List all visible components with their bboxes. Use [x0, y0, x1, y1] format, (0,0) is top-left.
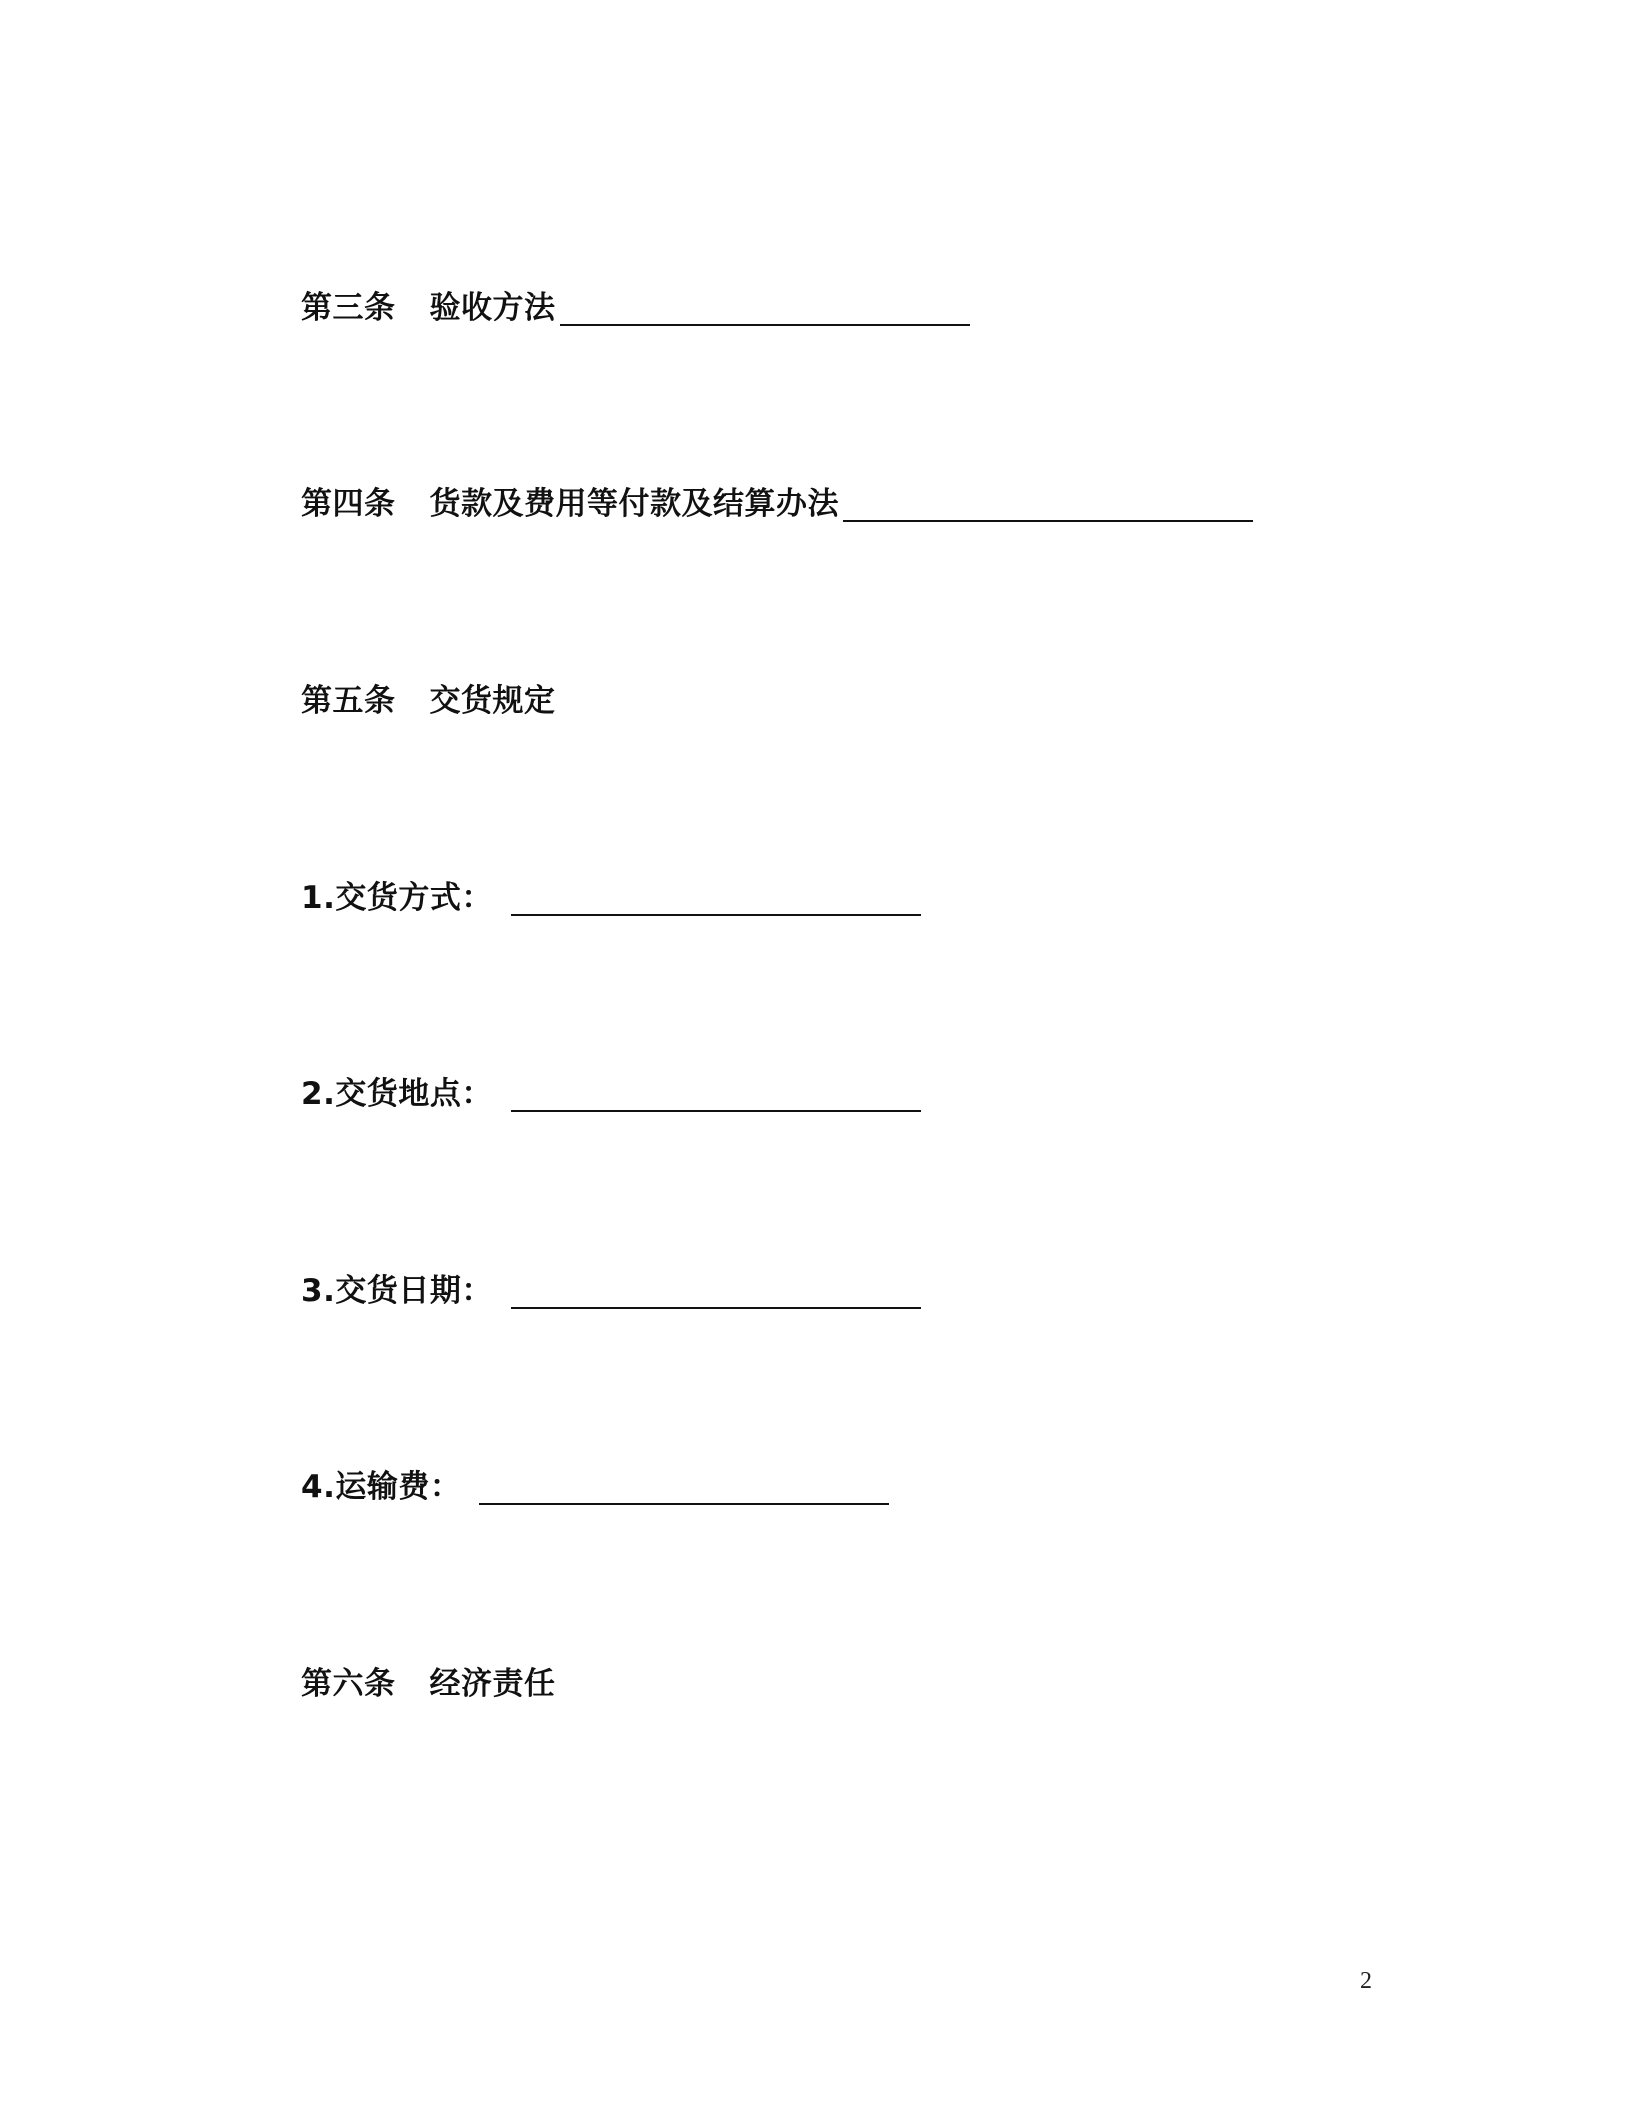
fill-in-blank[interactable] — [511, 914, 921, 916]
page-number: 2 — [1360, 1968, 1372, 1994]
item-label: 1.交货方式： — [301, 880, 493, 916]
article-title: 经济责任 — [429, 1666, 556, 1702]
article-5 — [301, 661, 556, 721]
article-3 — [301, 268, 970, 328]
article-number: 第五条 — [301, 683, 396, 719]
item-label: 4.运输费： — [301, 1469, 462, 1505]
shipping-fee-item — [301, 1447, 889, 1507]
article-number: 第三条 — [301, 290, 396, 326]
article-title: 货款及费用等付款及结算办法 — [429, 486, 839, 522]
article-4 — [301, 464, 1253, 524]
article-title: 交货规定 — [429, 683, 556, 719]
fill-in-blank[interactable] — [479, 1503, 889, 1505]
delivery-date-item — [301, 1251, 921, 1311]
fill-in-blank[interactable] — [511, 1307, 921, 1309]
article-number: 第六条 — [301, 1666, 396, 1702]
item-label: 3.交货日期： — [301, 1273, 493, 1309]
article-title: 验收方法 — [429, 290, 556, 326]
item-label: 2.交货地点： — [301, 1076, 493, 1112]
article-6 — [301, 1644, 556, 1704]
article-number: 第四条 — [301, 486, 396, 522]
delivery-method-item — [301, 858, 921, 918]
fill-in-blank[interactable] — [843, 520, 1253, 522]
delivery-location-item — [301, 1054, 921, 1114]
fill-in-blank[interactable] — [560, 324, 970, 326]
fill-in-blank[interactable] — [511, 1110, 921, 1112]
